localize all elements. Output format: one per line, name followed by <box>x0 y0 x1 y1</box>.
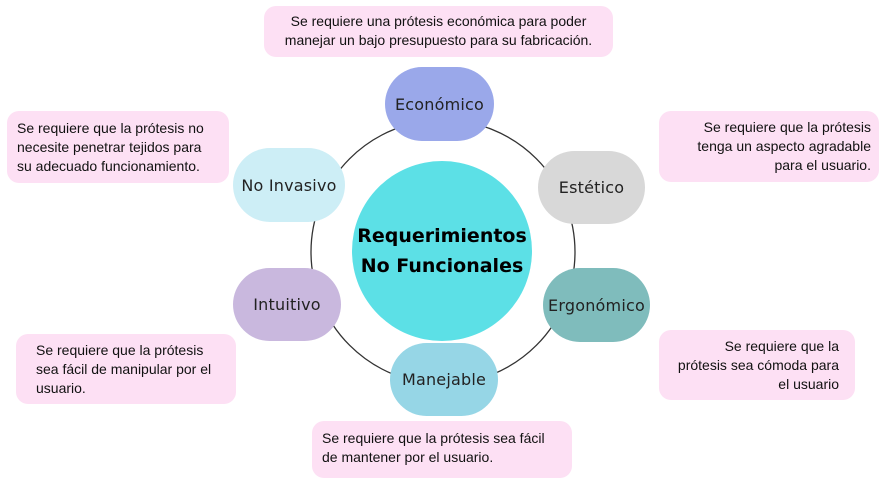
node-manejable <box>390 343 498 416</box>
node-manejable-label: Manejable <box>401 370 487 389</box>
node-intuitivo <box>233 268 341 341</box>
node-estetico-label: Estético <box>558 178 625 197</box>
central-node <box>352 161 532 341</box>
node-ergonomico-label: Ergonómico <box>548 295 645 315</box>
note-estetico: Se requiere que la prótesis tenga un aspecto agradable para el usuario. <box>659 111 879 182</box>
note-manejable: Se requiere que la prótesis sea fácil de mantener por el usuario. <box>312 421 572 478</box>
node-ergonomico <box>543 268 650 342</box>
node-no-invasivo-label: No Invasivo <box>241 175 337 195</box>
node-intuitivo-label: Intuitivo <box>253 295 321 314</box>
central-title: Requerimientos No Funcionales <box>357 225 527 277</box>
note-economico: Se requiere una prótesis económica para poder manejar un bajo presupuesto para su fabricación. <box>264 6 613 57</box>
node-economico-label: Económico <box>394 94 485 114</box>
note-intuitivo: Se requiere que la prótesis sea fácil de manipular por el usuario. <box>16 334 236 404</box>
node-economico <box>385 67 494 141</box>
node-estetico <box>538 151 645 224</box>
note-no-invasivo: Se requiere que la prótesis no necesite penetrar tejidos para su adecuado funcionamiento. <box>7 111 229 183</box>
node-no-invasivo <box>233 148 345 222</box>
note-ergonomico: Se requiere que la prótesis sea cómoda para el usuario <box>659 330 855 400</box>
